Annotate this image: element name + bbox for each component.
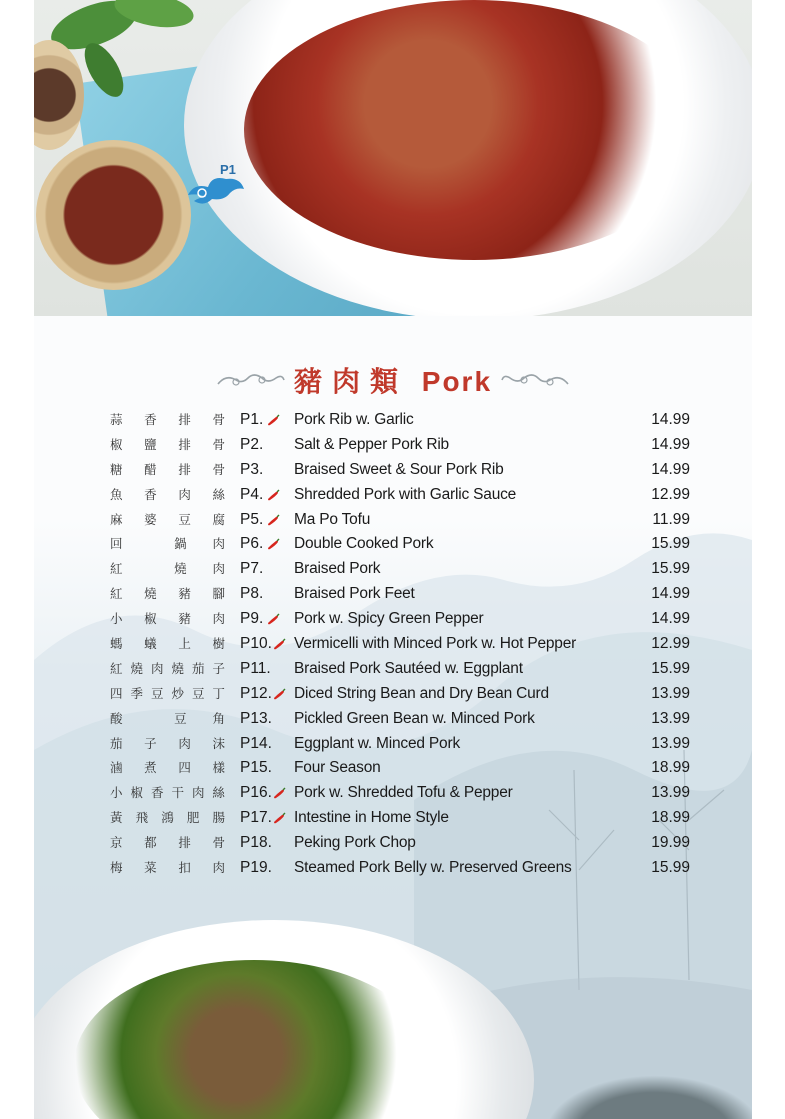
item-price: 14.99 [651, 585, 690, 603]
item-chinese-name: 京 都 排 骨 [110, 835, 225, 851]
pork-rib-dish [244, 0, 704, 260]
menu-item [110, 433, 690, 458]
menu-item [110, 632, 690, 657]
item-english-name: Pork w. Spicy Green Pepper [294, 610, 484, 628]
item-chinese-name: 紅 燒 肉 [110, 561, 225, 577]
chili-pepper-icon [272, 632, 286, 656]
item-english-name: Pork w. Shredded Tofu & Pepper [294, 784, 513, 802]
menu-item [110, 781, 690, 806]
item-code: P12. [240, 684, 272, 702]
item-code: P5. [240, 510, 264, 528]
dried-chili-basket [36, 140, 191, 290]
cloud-tag-icon [184, 165, 248, 209]
item-code: P9. [240, 610, 264, 628]
item-code: P8. [240, 585, 264, 603]
menu-item [110, 682, 690, 707]
menu-item [110, 582, 690, 607]
chili-pepper-icon [266, 508, 280, 532]
item-price: 14.99 [651, 460, 690, 478]
menu-item [110, 483, 690, 508]
item-price: 14.99 [651, 435, 690, 453]
title-chinese: 豬肉類 [293, 366, 408, 397]
item-english-name: Braised Sweet & Sour Pork Rib [294, 460, 504, 478]
item-price: 11.99 [652, 510, 690, 528]
item-price: 13.99 [651, 784, 690, 802]
item-english-name: Salt & Pepper Pork Rib [294, 435, 449, 453]
item-price: 12.99 [651, 635, 690, 653]
menu-item [110, 458, 690, 483]
item-chinese-name: 酸 豆 角 [110, 710, 225, 726]
item-price: 15.99 [651, 535, 690, 553]
item-english-name: Peking Pork Chop [294, 834, 416, 852]
item-english-name: Shredded Pork with Garlic Sauce [294, 485, 517, 503]
item-price: 18.99 [651, 809, 690, 827]
item-price: 13.99 [651, 709, 690, 727]
chili-pepper-icon [266, 408, 280, 432]
chili-pepper-icon [266, 532, 280, 556]
title-english: Pork [421, 366, 493, 397]
photo-tag-label: P1 [220, 162, 236, 177]
item-price: 14.99 [651, 610, 690, 628]
item-chinese-name: 蒜 香 排 骨 [110, 412, 225, 427]
item-chinese-name: 梅 菜 扣 肉 [110, 860, 225, 876]
menu-item [110, 856, 690, 881]
chili-pepper-icon [266, 483, 280, 507]
item-code: P18. [240, 834, 272, 852]
item-price: 13.99 [651, 734, 690, 752]
item-english-name: Four Season [294, 759, 381, 777]
menu-item [110, 408, 690, 433]
item-price: 15.99 [651, 560, 690, 578]
menu-item [110, 707, 690, 732]
chili-pepper-icon [266, 607, 280, 631]
item-code: P3. [240, 460, 264, 478]
item-chinese-name: 小 椒 香 干 肉 絲 [110, 785, 225, 801]
menu-list [110, 408, 690, 881]
swirl-ornament-left [216, 370, 286, 390]
page-title [294, 360, 492, 400]
item-chinese-name: 滷 煮 四 樣 [110, 760, 225, 776]
item-chinese-name: 小 椒 豬 肉 [110, 611, 225, 627]
item-english-name: Diced String Bean and Dry Bean Curd [294, 684, 549, 702]
menu-item [110, 806, 690, 831]
chili-pepper-icon [272, 682, 286, 706]
menu-item [110, 557, 690, 582]
item-code: P13. [240, 709, 272, 727]
item-chinese-name: 茄 子 肉 沫 [110, 735, 225, 751]
item-english-name: Pickled Green Bean w. Minced Pork [294, 709, 535, 727]
item-chinese-name: 麻 婆 豆 腐 [110, 511, 225, 527]
item-english-name: Pork Rib w. Garlic [294, 411, 414, 428]
menu-page [34, 0, 752, 1119]
item-english-name: Steamed Pork Belly w. Preserved Greens [294, 859, 572, 877]
menu-item [110, 732, 690, 757]
menu-item [110, 607, 690, 632]
item-chinese-name: 椒 鹽 排 骨 [110, 436, 225, 452]
item-chinese-name: 螞 蟻 上 樹 [110, 636, 225, 652]
item-code: P10. [240, 635, 272, 653]
menu-item [110, 657, 690, 682]
item-code: P16. [240, 784, 272, 802]
section-heading [34, 360, 752, 400]
item-code: P4. [240, 485, 264, 503]
pork-rib-garlic-photo [34, 0, 752, 316]
item-english-name: Vermicelli with Minced Pork w. Hot Pepper [294, 635, 577, 653]
item-price: 14.99 [651, 411, 690, 428]
item-price: 13.99 [651, 684, 690, 702]
item-english-name: Ma Po Tofu [294, 510, 371, 528]
item-english-name: Braised Pork [294, 560, 381, 578]
item-chinese-name: 糖 醋 排 骨 [110, 461, 225, 477]
item-chinese-name: 魚 香 肉 絲 [110, 486, 225, 502]
item-chinese-name: 黃 飛 鴻 肥 腸 [110, 810, 225, 826]
item-code: P1. [240, 411, 264, 428]
item-english-name: Braised Pork Feet [294, 585, 415, 603]
rock-decoration [544, 1075, 752, 1119]
menu-item [110, 756, 690, 781]
item-code: P6. [240, 535, 264, 553]
item-code: P19. [240, 859, 272, 877]
item-code: P14. [240, 734, 272, 752]
menu-item [110, 831, 690, 856]
item-english-name: Braised Pork Sautéed w. Eggplant [294, 659, 523, 677]
item-chinese-name: 回 鍋 肉 [110, 536, 225, 552]
item-price: 18.99 [651, 759, 690, 777]
item-english-name: Intestine in Home Style [294, 809, 449, 827]
item-english-name: Eggplant w. Minced Pork [294, 734, 460, 752]
menu-item [110, 532, 690, 557]
item-chinese-name: 紅 燒 肉 燒 茄 子 [110, 660, 225, 676]
item-price: 12.99 [651, 485, 690, 503]
item-chinese-name: 紅 燒 豬 腳 [110, 586, 225, 602]
item-price: 15.99 [651, 859, 690, 877]
item-code: P11. [240, 659, 271, 677]
item-price: 15.99 [651, 659, 690, 677]
chili-pepper-icon [272, 781, 286, 805]
chili-pepper-icon [272, 806, 286, 830]
item-chinese-name: 四 季 豆 炒 豆 丁 [110, 685, 225, 701]
item-english-name: Double Cooked Pork [294, 535, 434, 553]
swirl-ornament-right [500, 370, 570, 390]
item-code: P17. [240, 809, 272, 827]
menu-item [110, 508, 690, 533]
item-code: P2. [240, 435, 264, 453]
item-price: 19.99 [651, 834, 690, 852]
item-code: P15. [240, 759, 272, 777]
item-code: P7. [240, 560, 264, 578]
